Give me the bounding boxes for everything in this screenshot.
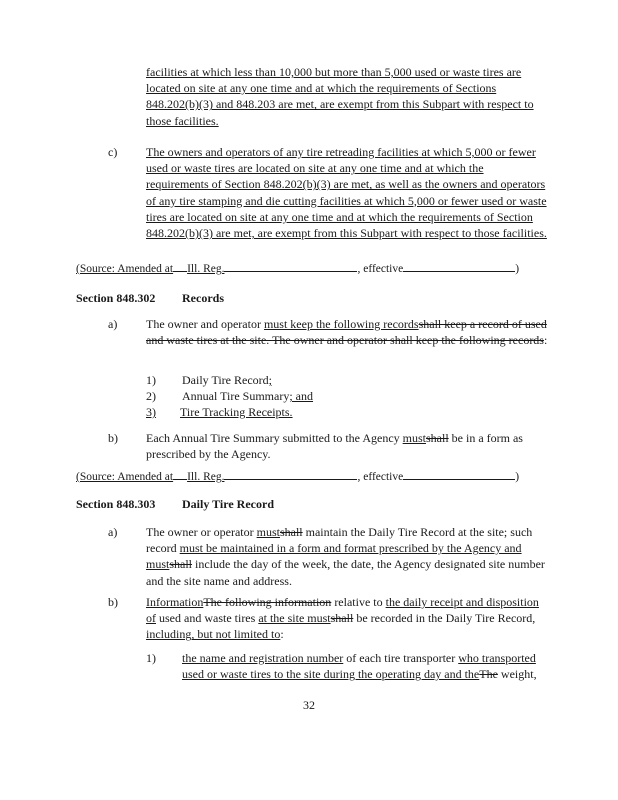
plain-text: The owner or operator — [146, 525, 257, 539]
page-number: 32 — [303, 698, 315, 712]
subsection-label-a: a) — [108, 525, 118, 539]
section-title-text: Records — [182, 291, 224, 305]
deleted-text: The — [479, 667, 498, 682]
subsection-label-b: b) — [108, 431, 118, 445]
inserted-text: must — [256, 525, 280, 539]
plain-text: The owner and operator — [146, 317, 264, 331]
subsection-b-text — [146, 430, 548, 462]
deleted-text: The following information — [203, 595, 332, 609]
inserted-text — [146, 405, 293, 419]
list-item — [182, 388, 313, 404]
deleted-text: shall — [425, 431, 449, 445]
list-number: 1) — [146, 373, 156, 387]
inserted-text: including, but not limited to — [146, 627, 281, 642]
source-prefix: (Source: Amended at — [76, 263, 174, 275]
section-title — [182, 496, 274, 512]
blank-line — [224, 468, 357, 480]
inserted-text: who transported used or waste tires to the site during the operating day and the — [182, 651, 536, 682]
list-item — [182, 650, 550, 682]
source-note — [76, 260, 519, 277]
subsection-a-text — [146, 316, 548, 348]
plain-text: of each tire transporter — [343, 651, 459, 665]
inserted-text: must be maintained in a form and format prescribed by the Agency and must — [146, 541, 522, 572]
plain-text: used and waste tires — [156, 611, 259, 626]
continuation-paragraph — [146, 64, 546, 129]
blank-line — [173, 468, 187, 480]
inserted-text: must keep the following records — [263, 317, 419, 331]
inserted-text: the name and registration number — [182, 651, 344, 665]
section-number: Section 848.303 — [76, 497, 156, 511]
list-text: Tire Tracking Receipts. — [180, 405, 293, 419]
inserted-text: at the site must — [258, 611, 331, 626]
subsection-c-text — [146, 144, 548, 241]
deleted-text: shall — [279, 525, 303, 539]
blank-line — [224, 260, 357, 272]
inserted-text: must — [402, 431, 426, 445]
section-title — [182, 290, 224, 306]
plain-text: Annual Tire Summary — [182, 389, 290, 403]
subsection-label-c: c) — [108, 145, 118, 159]
plain-text: be in a form as prescribed by the Agency. — [146, 431, 523, 462]
section-heading — [76, 290, 155, 306]
plain-text: : — [280, 627, 284, 642]
list-number: 1) — [146, 651, 156, 665]
deleted-text: shall — [330, 611, 354, 626]
section-title-text: Daily Tire Record — [182, 497, 274, 511]
inserted-text: ; and — [289, 389, 314, 403]
list-item — [182, 372, 272, 388]
effective-label: , effective — [357, 471, 404, 483]
section-heading — [76, 496, 155, 512]
plain-text: weight, — [497, 667, 537, 682]
inserted-text: ; — [268, 373, 273, 387]
subsection-label-a: a) — [108, 317, 118, 331]
subsection-b-text — [146, 594, 548, 643]
source-prefix: (Source: Amended at — [76, 471, 174, 483]
section-number: Section 848.302 — [76, 291, 156, 305]
plain-text: : — [543, 333, 548, 348]
subsection-a-text — [146, 524, 548, 589]
plain-text: include the day of the week, the date, the Agency designated site number and the site name and address. — [146, 557, 545, 588]
list-number: 3) — [146, 405, 156, 419]
effective-label: , effective — [357, 263, 404, 275]
register-label: Ill. Reg. — [187, 263, 225, 275]
plain-text: Daily Tire Record — [182, 373, 269, 387]
inserted-text: Information — [146, 595, 204, 609]
inserted-text: the daily receipt and disposition of — [146, 595, 539, 626]
list-number: 2) — [146, 389, 156, 403]
plain-text: be recorded in the Daily Tire Record, — [353, 611, 536, 626]
plain-text: Each Annual Tire Summary submitted to the Agency — [146, 431, 403, 445]
blank-line — [173, 260, 187, 272]
inserted-text: facilities at which less than 10,000 but more than 5,000 used or waste tires are located on site at any one time and at which the requirements of Sections 848.202(b)(3) and 848.203 are met, are exempt from this Subpart with respect to those facilities. — [146, 65, 534, 128]
plain-text: relative to — [331, 595, 386, 609]
plain-text: maintain the Daily Tire Record at the site; such record — [146, 525, 533, 556]
deleted-text: shall — [169, 557, 193, 572]
blank-line — [403, 468, 515, 480]
deleted-text: shall keep a record of used and waste tires at the site. The owner and operator shall keep the following records — [146, 317, 547, 348]
register-label: Ill. Reg. — [187, 471, 225, 483]
closing-paren: ) — [515, 263, 520, 275]
inserted-text: The owners and operators of any tire retreading facilities at which 5,000 or fewer used or waste tires are located on site at any one time and at which the requirements of Section 848.202(b)(3) are met, as well as the owners and operators of any tire stamping and die cutting facilities at which 5,000 or fewer used or waste tires are located on site at any one time and at which the requirements of Section 848.202(b)(3) are met, are exempt from this Subpart with respect to those facilities. — [146, 145, 547, 241]
closing-paren: ) — [515, 471, 520, 483]
blank-line — [403, 260, 515, 272]
source-note — [76, 468, 519, 485]
subsection-label-b: b) — [108, 595, 118, 609]
list-item — [146, 404, 293, 420]
